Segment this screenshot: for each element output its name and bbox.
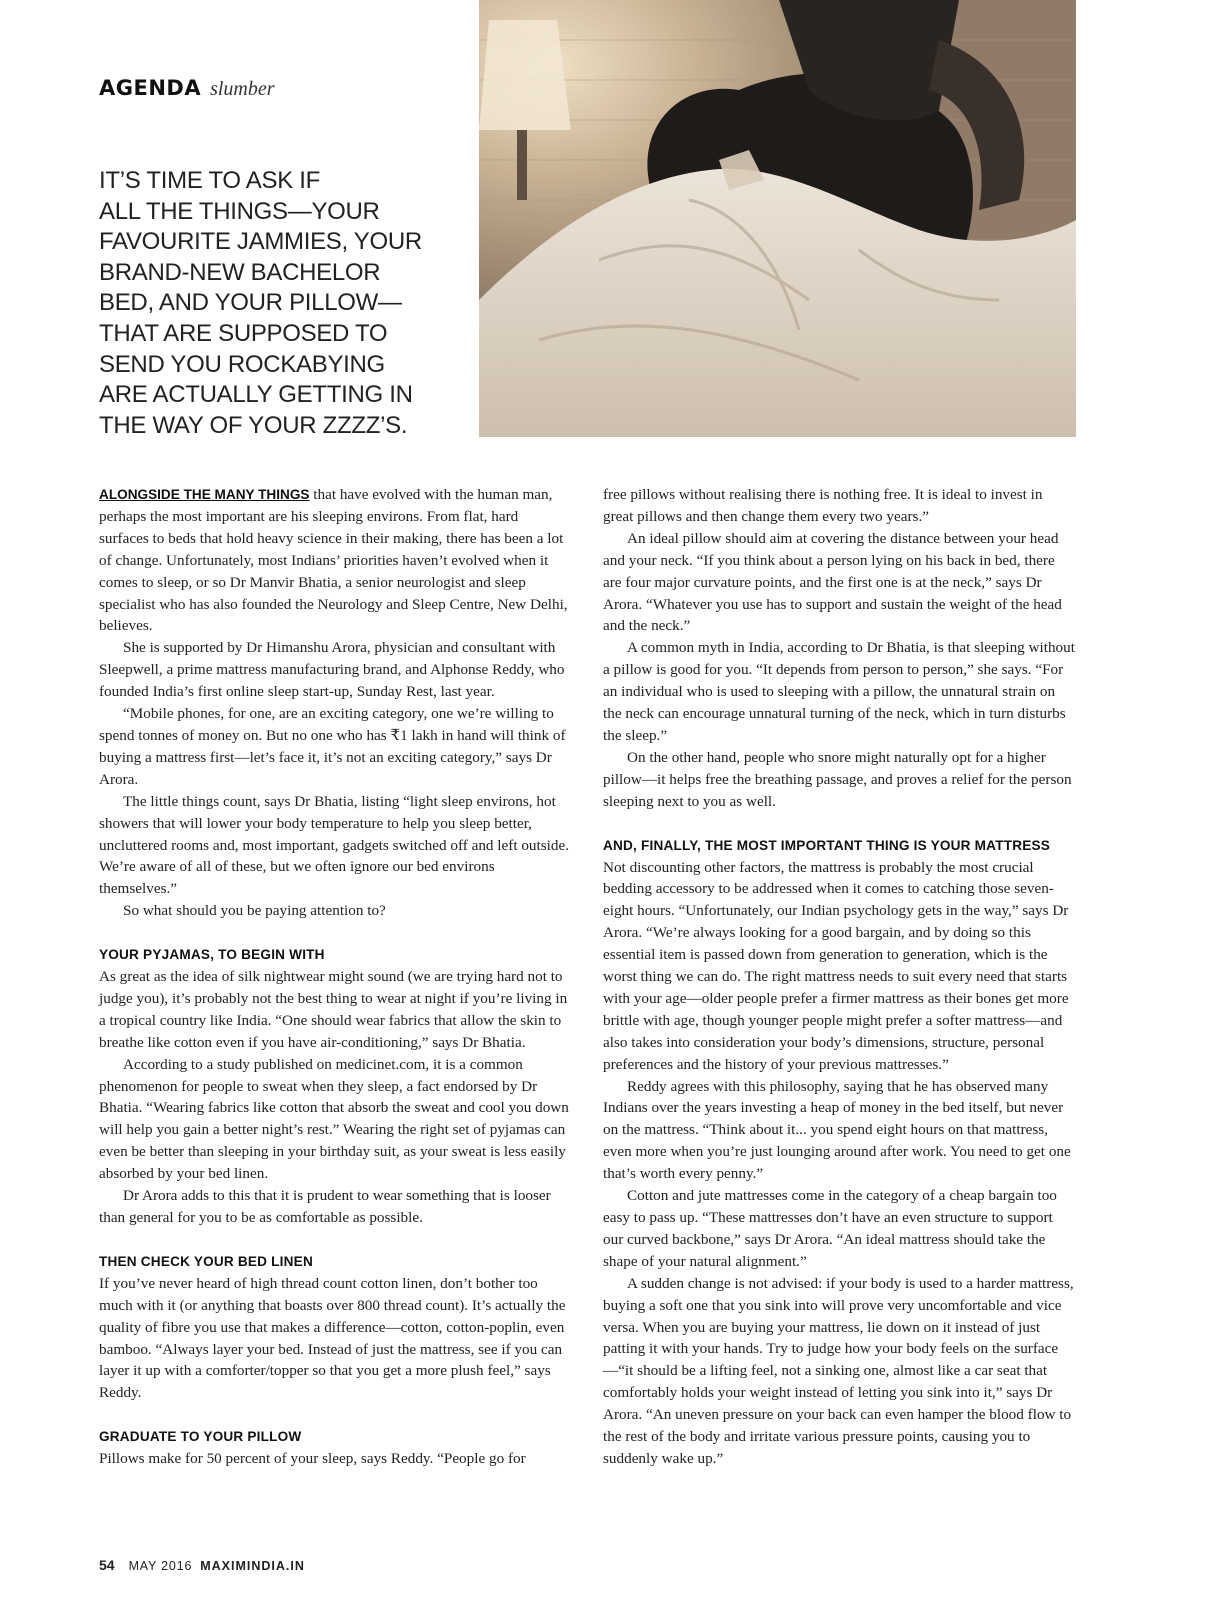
subheading-mattress: AND, FINALLY, THE MOST IMPORTANT THING IS YOUR MATTRESS	[603, 837, 1051, 853]
paragraph: Pillows make for 50 percent of your sleep, says Reddy. “People go for	[99, 1450, 526, 1468]
paragraph: On the other hand, people who snore might naturally opt for a higher pillow—it helps free the breathing passage, and proves a relief for the person sleeping next to you as well.	[603, 748, 1072, 810]
paragraph: Dr Arora adds to this that it is prudent to wear something that is looser than general for you to be as comfortable as possible.	[99, 1187, 551, 1226]
paragraph: So what should you be paying attention to?	[123, 902, 386, 920]
hero-photo	[479, 0, 1076, 437]
paragraph: As great as the idea of silk nightwear might sound (we are trying hard not to judge you), it’s probably not the best thing to wear at night if you’re living in a tropical country like India. “One should wear fabrics that allow the skin to breathe like cotton even if you have air-conditioning,” says Dr Bhatia.	[99, 968, 568, 1051]
body-column-left	[99, 484, 571, 1470]
subheading-pyjamas: YOUR PYJAMAS, TO BEGIN WITH	[99, 947, 325, 963]
website: MAXIMINDIA.IN	[200, 1559, 305, 1573]
standfirst-line: ALL THE THINGS—YOUR	[99, 197, 380, 225]
bed-photo-illustration	[479, 0, 1076, 437]
body-column-right	[603, 484, 1075, 1470]
paragraph: free pillows without realising there is nothing free. It is ideal to invest in great pillows and then change them every two years.”	[603, 486, 1043, 525]
paragraph-text: that have evolved with the human man, perhaps the most important are his sleeping environs. From flat, hard surfaces to beds that hold heavy science in their making, there has been a lot of change. Unfortunately, most Indians’ priorities haven’t evolved when it comes to sleep, or so Dr Manvir Bhatia, a senior neurologist and sleep specialist who has also founded the Neurology and Sleep Centre, New Delhi, believes.	[99, 486, 568, 635]
paragraph	[99, 484, 571, 637]
standfirst-line: FAVOURITE JAMMIES, YOUR	[99, 228, 422, 256]
paragraph: According to a study published on medicinet.com, it is a common phenomenon for people to sweat when they sleep, a fact endorsed by Dr Bhatia. “Wearing fabrics like cotton that absorb the sweat and cool you down will help you gain a better night’s rest.” Wearing the right set of pyjamas can even be better than sleeping in your birthday suit, as your sweat is less easily absorbed by your bed linen.	[99, 1055, 569, 1183]
standfirst-line: THAT ARE SUPPOSED TO	[99, 319, 388, 347]
paragraph: A common myth in India, according to Dr Bhatia, is that sleeping without a pillow is good for you. “It depends from person to person,” she says. “For an individual who is used to sleeping with a pillow, the unnatural strain on the neck can encourage unnatural turning of the neck, which in turn disturbs the sleep.”	[603, 639, 1075, 744]
standfirst-line: BRAND-NEW BACHELOR	[99, 258, 381, 286]
paragraph: An ideal pillow should aim at covering the distance between your head and your neck. “If you think about a person lying on his back in bed, there are four major curvature points, and the first one is at the neck,” says Dr Arora. “Whatever you use has to support and sustain the weight of the head and the neck.”	[603, 529, 1062, 635]
section-sublabel: slumber	[210, 78, 275, 100]
standfirst-line: ARE ACTUALLY GETTING IN	[99, 381, 413, 409]
standfirst-line: IT’S TIME TO ASK IF	[99, 167, 321, 194]
standfirst-line: THE WAY OF YOUR ZZZZ’S.	[99, 411, 408, 439]
paragraph: If you’ve never heard of high thread count cotton linen, don’t bother too much with it (or anything that boasts over 800 thread count). It’s actually the quality of fibre you use that makes a difference—cotton, cotton-poplin, even bamboo. “Always layer your bed. Instead of just the mattress, see if you can layer it up with a comforter/topper so that you get a more plush feel,” says Reddy.	[99, 1274, 566, 1402]
page-footer	[99, 1557, 305, 1573]
standfirst-line: BED, AND YOUR PILLOW—	[99, 289, 402, 317]
page-number: 54	[99, 1557, 115, 1573]
lamp-shade	[479, 20, 571, 130]
section-header	[99, 76, 275, 101]
subheading-bed-linen: THEN CHECK YOUR BED LINEN	[99, 1253, 313, 1269]
paragraph: She is supported by Dr Himanshu Arora, physician and consultant with Sleepwell, a prime mattress manufacturing brand, and Alphonse Reddy, who founded India’s first online sleep start-up, Sunday Rest, last year.	[99, 639, 565, 701]
paragraph: Reddy agrees with this philosophy, saying that he has observed many Indians over the years investing a heap of money in the bed itself, but never on the mattress. “Think about it... you spend eight hours on that mattress, even more when you’re just lounging around after work. You need to get one that’s worth every penny.”	[603, 1077, 1071, 1183]
lamp-stand	[517, 130, 527, 200]
paragraph: A sudden change is not advised: if your body is used to a harder mattress, buying a soft one that you sink into will prove very uncomfortable and vice versa. When you are buying your mattress, lie down on it instead of just patting it with your hands. Try to judge how your body feels on the surface—“it should be a lifting feel, not a sinking one, almost like a car seat that comfortably holds your weight instead of letting you sink into it,” says Dr Arora. “An uneven pressure on your back can even hamper the blood flow to the rest of the body and irritate various pressure points, causing you to suddenly wake up.”	[603, 1274, 1074, 1467]
issue-date: MAY 2016	[128, 1559, 193, 1573]
standfirst-line: SEND YOU ROCKABYING	[99, 350, 385, 378]
paragraph: Cotton and jute mattresses come in the category of a cheap bargain too easy to pass up. “These mattresses don’t have an even structure to support our curved backbone,” says Dr Arora. “An ideal mattress should take the shape of your natural alignment.”	[603, 1187, 1057, 1270]
paragraph: “Mobile phones, for one, are an exciting category, one we’re willing to spend tonnes of money on. But no one who has ₹1 lakh in hand will think of buying a mattress first—let’s face it, it’s not an exciting category,” says Dr Arora.	[99, 705, 566, 788]
paragraph: The little things count, says Dr Bhatia, listing “light sleep environs, hot showers that will lower your body temperature to help you sleep better, uncluttered rooms and, most important, gadgets switched off and left outside. We’re aware of all of these, but we often ignore our bed environs themselves.”	[99, 792, 570, 898]
standfirst	[99, 166, 429, 441]
paragraph: Not discounting other factors, the mattress is probably the most crucial bedding accessory to be addressed when it comes to catching those seven-eight hours. “Unfortunately, our Indian psychology gets in the way,” says Dr Arora. “We’re always looking for a good bargain, and by doing so this essential item is passed down from generation to generation, which is the worst thing we can do. The right mattress needs to suit every need that starts with your age—older people prefer a firmer mattress as their bones get more brittle with age, though younger people might prefer a softer mattress—and also takes into consideration your body’s dimensions, structure, personal preferences and the history of your previous mattresses.”	[603, 858, 1069, 1073]
lead-in: ALONGSIDE THE MANY THINGS	[99, 487, 310, 502]
section-label: AGENDA	[99, 76, 202, 100]
subheading-pillow: GRADUATE TO YOUR PILLOW	[99, 1429, 302, 1445]
